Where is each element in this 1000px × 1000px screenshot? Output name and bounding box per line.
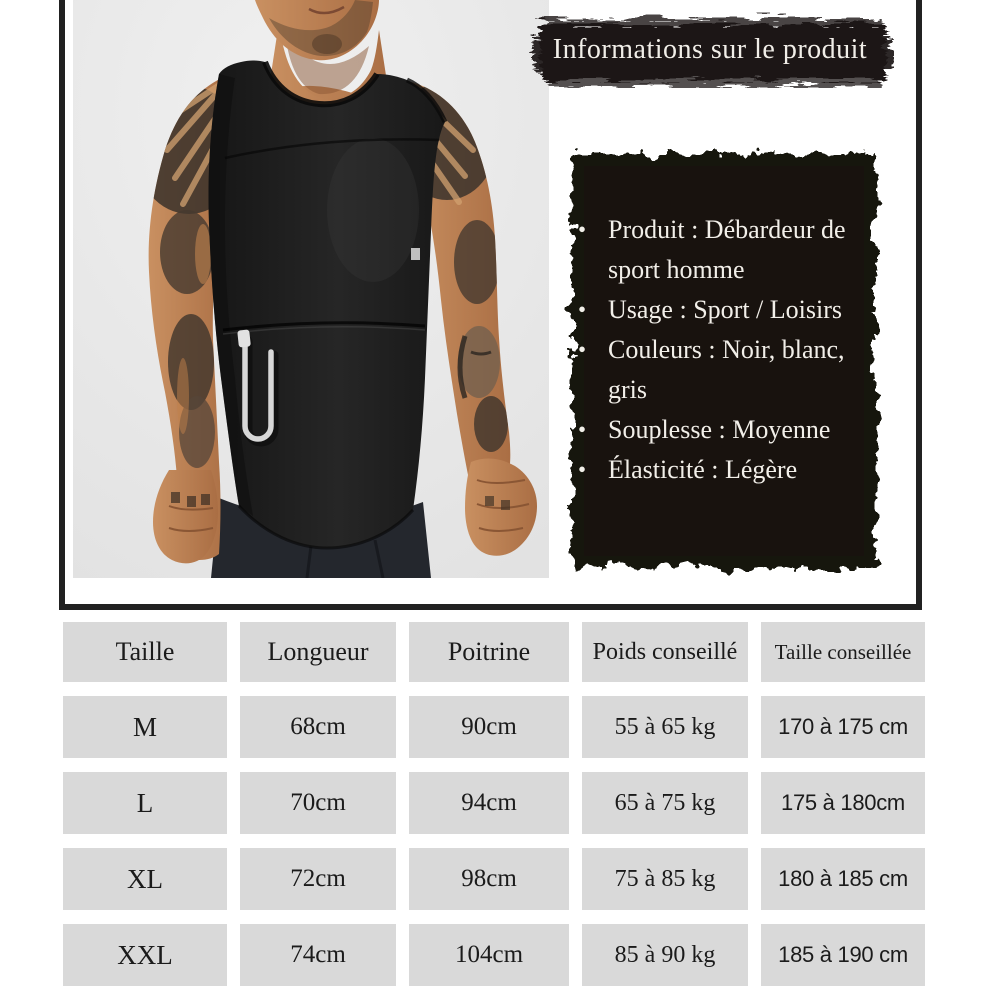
list-item [578,330,876,410]
table-cell-size: L [63,772,227,834]
table-cell-chest: 90cm [409,696,569,758]
left-hand [153,470,218,563]
bullet-icon: • [578,297,587,322]
attribute-text: Élasticité : Légère [608,455,798,484]
table-cell-length: 74cm [240,924,396,986]
column-header-poitrine: Poitrine [409,622,569,682]
info-panel [554,138,894,584]
column-header-taille: Taille [63,622,227,682]
table-cell-height: 170 à 175 cm [761,696,925,758]
product-photo [73,0,549,578]
column-header-taille-conseillee: Taille conseillée [761,622,925,682]
table-cell-weight: 75 à 85 kg [582,848,748,910]
list-item [578,450,876,490]
table-cell-chest: 104cm [409,924,569,986]
table-cell-weight: 85 à 90 kg [582,924,748,986]
list-item [578,210,876,290]
attribute-text: Produit : Débardeur de sport homme [608,215,846,284]
list-item [578,290,876,330]
bullet-icon: • [578,417,587,442]
column-header-poids-conseille: Poids conseillé [582,622,748,682]
bullet-icon: • [578,337,587,362]
bullet-icon: • [578,457,587,482]
table-cell-weight: 65 à 75 kg [582,772,748,834]
table-cell-height: 185 à 190 cm [761,924,925,986]
attribute-text: Usage : Sport / Loisirs [608,295,842,324]
bullet-icon: • [578,217,587,242]
tank-top [208,61,445,549]
chest-logo [411,248,420,260]
table-cell-length: 68cm [240,696,396,758]
table-cell-size: M [63,696,227,758]
attribute-text: Couleurs : Noir, blanc, gris [608,335,845,404]
table-cell-size: XXL [63,924,227,986]
table-cell-chest: 94cm [409,772,569,834]
table-cell-height: 175 à 180cm [761,772,925,834]
model-illustration [73,0,549,578]
table-cell-height: 180 à 185 cm [761,848,925,910]
list-item [578,410,876,450]
table-cell-size: XL [63,848,227,910]
table-cell-chest: 98cm [409,848,569,910]
column-header-longueur: Longueur [240,622,396,682]
title-banner [526,11,894,89]
table-cell-weight: 55 à 65 kg [582,696,748,758]
page-title: Informations sur le produit [552,34,868,65]
product-attributes-list [554,138,894,490]
table-cell-length: 72cm [240,848,396,910]
size-table [63,622,925,986]
table-cell-length: 70cm [240,772,396,834]
attribute-text: Souplesse : Moyenne [608,415,831,444]
